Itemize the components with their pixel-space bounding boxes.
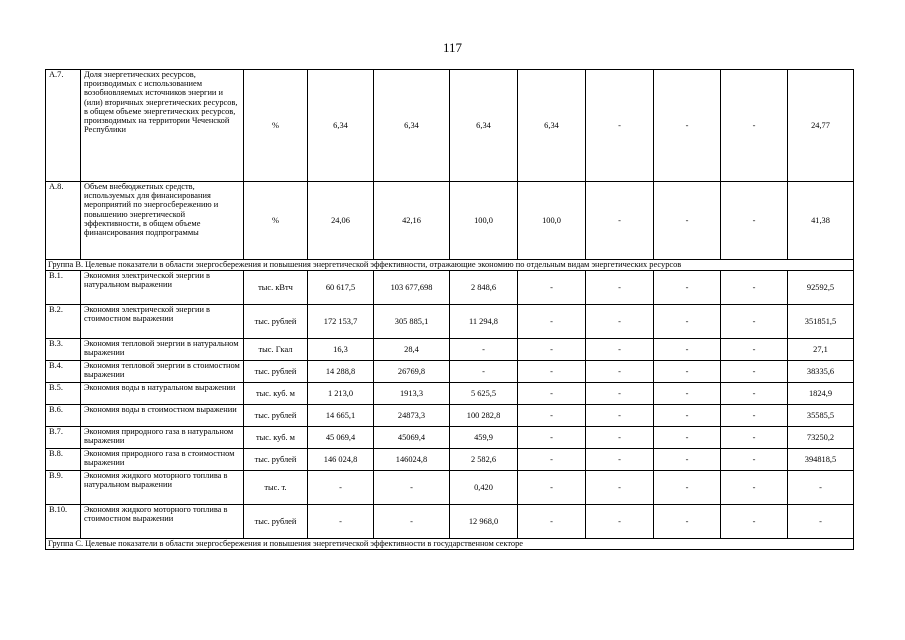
value-cell: 2 582,6 — [450, 449, 518, 471]
value-cell: 1913,3 — [374, 383, 450, 405]
value-cell: - — [654, 405, 721, 427]
unit-cell: тыс. т. — [244, 471, 308, 505]
table-row — [46, 427, 854, 449]
value-cell: - — [518, 505, 586, 539]
indicator-code: А.8. — [46, 182, 81, 260]
value-cell: - — [518, 339, 586, 361]
value-cell: - — [586, 339, 654, 361]
value-cell: 24,06 — [308, 182, 374, 260]
table-row — [46, 339, 854, 361]
value-cell: - — [518, 271, 586, 305]
table-row — [46, 405, 854, 427]
group-header-row — [46, 539, 854, 550]
value-cell: - — [788, 471, 854, 505]
value-cell: - — [586, 427, 654, 449]
value-cell: 100,0 — [450, 182, 518, 260]
value-cell: - — [721, 271, 788, 305]
value-cell: - — [654, 182, 721, 260]
value-cell: - — [721, 361, 788, 383]
value-cell: 6,34 — [308, 70, 374, 182]
indicator-name: Экономия воды в стоимостном выражении — [81, 405, 244, 427]
value-cell: - — [721, 449, 788, 471]
value-cell: - — [586, 383, 654, 405]
value-cell: 394818,5 — [788, 449, 854, 471]
value-cell: - — [654, 70, 721, 182]
indicator-code: А.7. — [46, 70, 81, 182]
value-cell: 5 625,5 — [450, 383, 518, 405]
unit-cell: тыс. рублей — [244, 361, 308, 383]
value-cell: - — [721, 405, 788, 427]
value-cell: 146024,8 — [374, 449, 450, 471]
value-cell: - — [308, 471, 374, 505]
value-cell: - — [721, 471, 788, 505]
indicator-name: Объем внебюджетных средств, используемых для финансирования мероприятий по энергосбережению и повышению энергетической эффективности, в общем объеме финансирования подпрограммы — [81, 182, 244, 260]
value-cell: 6,34 — [518, 70, 586, 182]
indicator-code: B.1. — [46, 271, 81, 305]
value-cell: - — [721, 427, 788, 449]
unit-cell: тыс. рублей — [244, 505, 308, 539]
value-cell: 41,38 — [788, 182, 854, 260]
value-cell: 14 665,1 — [308, 405, 374, 427]
group-title: Группа B. Целевые показатели в области энергосбережения и повышения энергетической эффективности, отражающие экономию по отдельным видам энергетических ресурсов — [46, 260, 854, 271]
value-cell: 24,77 — [788, 70, 854, 182]
indicator-code: B.3. — [46, 339, 81, 361]
value-cell: - — [721, 305, 788, 339]
table-row — [46, 449, 854, 471]
value-cell: 1 213,0 — [308, 383, 374, 405]
value-cell: - — [721, 383, 788, 405]
value-cell: - — [788, 505, 854, 539]
table-row — [46, 70, 854, 182]
value-cell: 100 282,8 — [450, 405, 518, 427]
value-cell: - — [586, 305, 654, 339]
value-cell: 42,16 — [374, 182, 450, 260]
value-cell: 6,34 — [450, 70, 518, 182]
unit-cell: % — [244, 182, 308, 260]
value-cell: - — [654, 383, 721, 405]
value-cell: 16,3 — [308, 339, 374, 361]
indicators-table — [45, 69, 854, 550]
value-cell: - — [654, 339, 721, 361]
value-cell: 28,4 — [374, 339, 450, 361]
value-cell: 6,34 — [374, 70, 450, 182]
value-cell: - — [586, 361, 654, 383]
unit-cell: тыс. куб. м — [244, 427, 308, 449]
group-header-row — [46, 260, 854, 271]
indicator-name: Экономия тепловой энергии в стоимостном выражении — [81, 361, 244, 383]
value-cell: 14 288,8 — [308, 361, 374, 383]
indicator-code: B.5. — [46, 383, 81, 405]
indicator-code: B.7. — [46, 427, 81, 449]
value-cell: - — [654, 471, 721, 505]
indicator-name: Экономия электрической энергии в натуральном выражении — [81, 271, 244, 305]
unit-cell: тыс. рублей — [244, 305, 308, 339]
value-cell: - — [374, 505, 450, 539]
indicator-name: Экономия жидкого моторного топлива в натуральном выражении — [81, 471, 244, 505]
table-row — [46, 182, 854, 260]
page-number: 117 — [442, 40, 463, 55]
value-cell: - — [654, 271, 721, 305]
table-row — [46, 471, 854, 505]
value-cell: 459,9 — [450, 427, 518, 449]
value-cell: - — [374, 471, 450, 505]
value-cell: 60 617,5 — [308, 271, 374, 305]
value-cell: 172 153,7 — [308, 305, 374, 339]
value-cell: - — [308, 505, 374, 539]
value-cell: - — [721, 339, 788, 361]
indicator-code: B.8. — [46, 449, 81, 471]
value-cell: 45069,4 — [374, 427, 450, 449]
value-cell: 92592,5 — [788, 271, 854, 305]
indicator-name: Экономия тепловой энергии в натуральном выражении — [81, 339, 244, 361]
value-cell: 1824,9 — [788, 383, 854, 405]
unit-cell: тыс. Гкал — [244, 339, 308, 361]
value-cell: 73250,2 — [788, 427, 854, 449]
value-cell: - — [654, 505, 721, 539]
group-title: Группа С. Целевые показатели в области энергосбережения и повышения энергетической эффективности в государственном секторе — [46, 539, 854, 550]
table-body — [46, 70, 854, 550]
value-cell: - — [450, 339, 518, 361]
value-cell: 100,0 — [518, 182, 586, 260]
table-row — [46, 383, 854, 405]
value-cell: 45 069,4 — [308, 427, 374, 449]
indicator-name: Доля энергетических ресурсов, производимых с использованием возобновляемых источников энергии и (или) вторичных энергетических ресурсов, в общем объеме энергетических ресурсов, производимых на территории Чеченской Республики — [81, 70, 244, 182]
indicator-name: Экономия электрической энергии в стоимостном выражении — [81, 305, 244, 339]
value-cell: 0,420 — [450, 471, 518, 505]
unit-cell: % — [244, 70, 308, 182]
value-cell: 146 024,8 — [308, 449, 374, 471]
table-row — [46, 505, 854, 539]
value-cell: - — [654, 427, 721, 449]
value-cell: - — [586, 70, 654, 182]
value-cell: 351851,5 — [788, 305, 854, 339]
value-cell: - — [586, 182, 654, 260]
value-cell: 24873,3 — [374, 405, 450, 427]
table-row — [46, 361, 854, 383]
table-row — [46, 271, 854, 305]
indicator-code: B.2. — [46, 305, 81, 339]
indicator-code: B.9. — [46, 471, 81, 505]
value-cell: - — [654, 361, 721, 383]
value-cell: 38335,6 — [788, 361, 854, 383]
value-cell: 305 885,1 — [374, 305, 450, 339]
indicator-code: B.6. — [46, 405, 81, 427]
value-cell: - — [450, 361, 518, 383]
indicator-name: Экономия природного газа в стоимостном выражении — [81, 449, 244, 471]
value-cell: 103 677,698 — [374, 271, 450, 305]
value-cell: - — [518, 471, 586, 505]
value-cell: - — [586, 271, 654, 305]
value-cell: - — [518, 405, 586, 427]
value-cell: - — [654, 305, 721, 339]
value-cell: - — [518, 383, 586, 405]
unit-cell: тыс. кВтч — [244, 271, 308, 305]
value-cell: - — [518, 361, 586, 383]
indicator-code: B.4. — [46, 361, 81, 383]
value-cell: - — [518, 427, 586, 449]
unit-cell: тыс. куб. м — [244, 383, 308, 405]
value-cell: 27,1 — [788, 339, 854, 361]
value-cell: 12 968,0 — [450, 505, 518, 539]
value-cell: - — [518, 449, 586, 471]
value-cell: - — [721, 70, 788, 182]
value-cell: - — [586, 449, 654, 471]
value-cell: - — [586, 405, 654, 427]
value-cell: - — [586, 505, 654, 539]
value-cell: 2 848,6 — [450, 271, 518, 305]
value-cell: 26769,8 — [374, 361, 450, 383]
value-cell: - — [721, 182, 788, 260]
indicator-name: Экономия воды в натуральном выражении — [81, 383, 244, 405]
indicator-name: Экономия жидкого моторного топлива в стоимостном выражении — [81, 505, 244, 539]
value-cell: - — [721, 505, 788, 539]
value-cell: - — [518, 305, 586, 339]
value-cell: - — [654, 449, 721, 471]
value-cell: 35585,5 — [788, 405, 854, 427]
table-row — [46, 305, 854, 339]
value-cell: 11 294,8 — [450, 305, 518, 339]
indicator-code: B.10. — [46, 505, 81, 539]
unit-cell: тыс. рублей — [244, 449, 308, 471]
value-cell: - — [586, 471, 654, 505]
indicator-name: Экономия природного газа в натуральном выражении — [81, 427, 244, 449]
unit-cell: тыс. рублей — [244, 405, 308, 427]
